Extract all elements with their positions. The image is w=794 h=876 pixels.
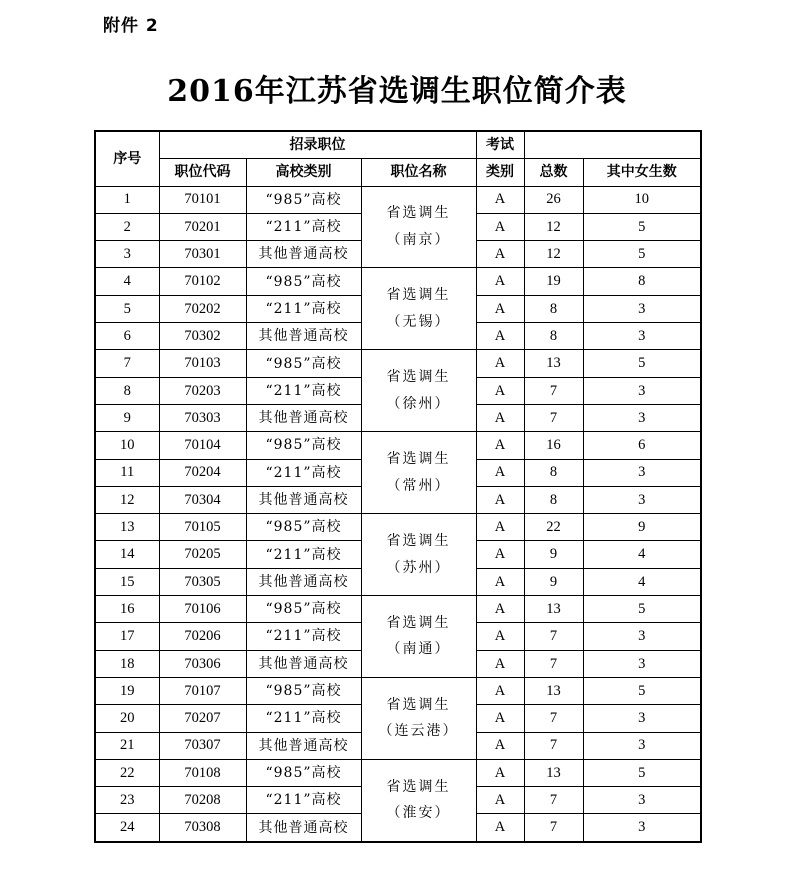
cell-total: 7 [524,705,583,732]
cell-code: 70205 [159,541,246,568]
cell-total: 8 [524,295,583,322]
header-seq: 序号 [95,131,159,186]
cell-exam-type: A [476,623,524,650]
cell-school-type: 其他普通高校 [246,568,361,595]
cell-exam-type: A [476,295,524,322]
position-name-line2: （淮安） [386,805,451,822]
position-name-line1: 省选调生 [386,614,451,631]
cell-school-type: 其他普通高校 [246,241,361,268]
cell-seq: 24 [95,814,159,842]
header-row-2 [95,159,701,186]
cell-school-type: 其他普通高校 [246,404,361,431]
cell-female: 3 [583,295,701,322]
cell-exam-type: A [476,459,524,486]
cell-position-name [361,268,476,350]
cell-seq: 11 [95,459,159,486]
document-title: 2016年江苏省选调生职位简介表 [167,74,627,109]
cell-code: 70307 [159,732,246,759]
cell-seq: 5 [95,295,159,322]
cell-female: 4 [583,568,701,595]
cell-position-name [361,759,476,841]
table-row [95,514,701,541]
cell-total: 7 [524,404,583,431]
cell-exam-type: A [476,268,524,295]
cell-total: 9 [524,541,583,568]
position-name-line1: 省选调生 [386,451,451,468]
cell-seq: 10 [95,432,159,459]
table-row [95,268,701,295]
header-exam-type-line2: 类别 [476,159,524,186]
cell-school-type: “985”高校 [246,596,361,623]
cell-female: 5 [583,241,701,268]
cell-seq: 16 [95,596,159,623]
cell-seq: 7 [95,350,159,377]
cell-seq: 9 [95,404,159,431]
cell-female: 3 [583,787,701,814]
cell-school-type: 其他普通高校 [246,732,361,759]
cell-total: 13 [524,759,583,786]
header-code: 职位代码 [159,159,246,186]
position-name-line1: 省选调生 [386,369,451,386]
header-exam-type-line1: 考试 [476,131,524,159]
cell-school-type: 其他普通高校 [246,650,361,677]
cell-female: 10 [583,186,701,213]
cell-school-type: “211”高校 [246,623,361,650]
cell-code: 70206 [159,623,246,650]
cell-exam-type: A [476,350,524,377]
cell-code: 70306 [159,650,246,677]
cell-total: 8 [524,459,583,486]
cell-female: 8 [583,268,701,295]
cell-total: 12 [524,213,583,240]
cell-position-name [361,350,476,432]
cell-female: 3 [583,732,701,759]
cell-exam-type: A [476,323,524,350]
cell-school-type: “985”高校 [246,759,361,786]
cell-exam-type: A [476,732,524,759]
header-position-name: 职位名称 [361,159,476,186]
position-name-line2: （常州） [386,477,451,494]
cell-seq: 1 [95,186,159,213]
cell-exam-type: A [476,814,524,842]
cell-school-type: 其他普通高校 [246,323,361,350]
cell-code: 70201 [159,213,246,240]
cell-seq: 23 [95,787,159,814]
header-female: 其中女生数 [583,159,701,186]
attachment-label: 附件 2 [103,16,159,36]
cell-seq: 14 [95,541,159,568]
cell-total: 22 [524,514,583,541]
cell-code: 70103 [159,350,246,377]
position-name-line2: （连云港） [378,723,459,740]
cell-school-type: “985”高校 [246,268,361,295]
cell-seq: 17 [95,623,159,650]
cell-seq: 20 [95,705,159,732]
cell-school-type: “211”高校 [246,213,361,240]
cell-code: 70305 [159,568,246,595]
cell-school-type: “211”高校 [246,787,361,814]
cell-seq: 4 [95,268,159,295]
cell-seq: 22 [95,759,159,786]
cell-female: 5 [583,350,701,377]
cell-code: 70101 [159,186,246,213]
cell-total: 9 [524,568,583,595]
cell-female: 5 [583,213,701,240]
cell-total: 7 [524,732,583,759]
cell-total: 7 [524,650,583,677]
cell-total: 13 [524,350,583,377]
table-row [95,186,701,213]
cell-seq: 15 [95,568,159,595]
cell-school-type: “985”高校 [246,514,361,541]
cell-position-name [361,514,476,596]
cell-code: 70304 [159,486,246,513]
cell-code: 70202 [159,295,246,322]
cell-female: 3 [583,377,701,404]
cell-female: 6 [583,432,701,459]
cell-position-name [361,186,476,268]
table-row [95,759,701,786]
cell-school-type: “985”高校 [246,350,361,377]
cell-exam-type: A [476,486,524,513]
cell-code: 70303 [159,404,246,431]
cell-female: 3 [583,623,701,650]
position-name-line1: 省选调生 [386,287,451,304]
position-name-line2: （徐州） [386,395,451,412]
cell-code: 70107 [159,677,246,704]
cell-exam-type: A [476,241,524,268]
cell-female: 3 [583,486,701,513]
cell-seq: 21 [95,732,159,759]
header-count-blank [524,131,701,159]
cell-female: 3 [583,323,701,350]
cell-female: 5 [583,759,701,786]
table-row [95,677,701,704]
cell-school-type: “985”高校 [246,186,361,213]
cell-exam-type: A [476,705,524,732]
cell-exam-type: A [476,759,524,786]
cell-school-type: “211”高校 [246,459,361,486]
cell-exam-type: A [476,186,524,213]
position-name-line1: 省选调生 [386,696,451,713]
cell-exam-type: A [476,404,524,431]
table-body [95,186,701,842]
cell-seq: 12 [95,486,159,513]
cell-code: 70301 [159,241,246,268]
header-total: 总数 [524,159,583,186]
cell-total: 13 [524,596,583,623]
cell-code: 70208 [159,787,246,814]
cell-school-type: “211”高校 [246,705,361,732]
cell-code: 70203 [159,377,246,404]
cell-exam-type: A [476,568,524,595]
table-row [95,350,701,377]
cell-total: 26 [524,186,583,213]
cell-seq: 13 [95,514,159,541]
cell-total: 12 [524,241,583,268]
cell-female: 9 [583,514,701,541]
cell-exam-type: A [476,596,524,623]
table-row [95,432,701,459]
cell-exam-type: A [476,213,524,240]
cell-seq: 8 [95,377,159,404]
cell-code: 70108 [159,759,246,786]
cell-code: 70102 [159,268,246,295]
cell-code: 70207 [159,705,246,732]
cell-female: 5 [583,596,701,623]
cell-code: 70105 [159,514,246,541]
cell-total: 19 [524,268,583,295]
cell-female: 3 [583,459,701,486]
cell-exam-type: A [476,677,524,704]
cell-total: 13 [524,677,583,704]
cell-code: 70106 [159,596,246,623]
cell-total: 16 [524,432,583,459]
cell-exam-type: A [476,514,524,541]
cell-exam-type: A [476,432,524,459]
cell-female: 3 [583,404,701,431]
cell-total: 7 [524,377,583,404]
cell-female: 3 [583,705,701,732]
cell-seq: 2 [95,213,159,240]
cell-code: 70204 [159,459,246,486]
cell-exam-type: A [476,650,524,677]
cell-school-type: 其他普通高校 [246,814,361,842]
cell-code: 70302 [159,323,246,350]
cell-school-type: “985”高校 [246,677,361,704]
cell-total: 7 [524,787,583,814]
cell-position-name [361,432,476,514]
cell-code: 70308 [159,814,246,842]
cell-exam-type: A [476,787,524,814]
position-name-line2: （无锡） [386,313,451,330]
position-name-line2: （南京） [386,232,451,249]
cell-seq: 19 [95,677,159,704]
cell-exam-type: A [476,541,524,568]
position-name-line1: 省选调生 [386,778,451,795]
cell-school-type: “211”高校 [246,377,361,404]
cell-position-name [361,677,476,759]
cell-school-type: “211”高校 [246,541,361,568]
position-name-line1: 省选调生 [386,205,451,222]
cell-female: 4 [583,541,701,568]
cell-school-type: “985”高校 [246,432,361,459]
position-name-line2: （苏州） [386,559,451,576]
table-row [95,596,701,623]
cell-seq: 18 [95,650,159,677]
position-name-line2: （南通） [386,641,451,658]
cell-position-name [361,596,476,678]
header-recruit-group: 招录职位 [159,131,476,159]
header-school-type: 高校类别 [246,159,361,186]
cell-school-type: 其他普通高校 [246,486,361,513]
position-table [94,130,702,843]
cell-female: 3 [583,814,701,842]
cell-total: 7 [524,623,583,650]
cell-exam-type: A [476,377,524,404]
position-name-line1: 省选调生 [386,533,451,549]
cell-female: 3 [583,650,701,677]
cell-total: 8 [524,323,583,350]
cell-seq: 3 [95,241,159,268]
cell-code: 70104 [159,432,246,459]
cell-school-type: “211”高校 [246,295,361,322]
header-row-1 [95,131,701,159]
cell-total: 7 [524,814,583,842]
cell-seq: 6 [95,323,159,350]
cell-female: 5 [583,677,701,704]
cell-total: 8 [524,486,583,513]
